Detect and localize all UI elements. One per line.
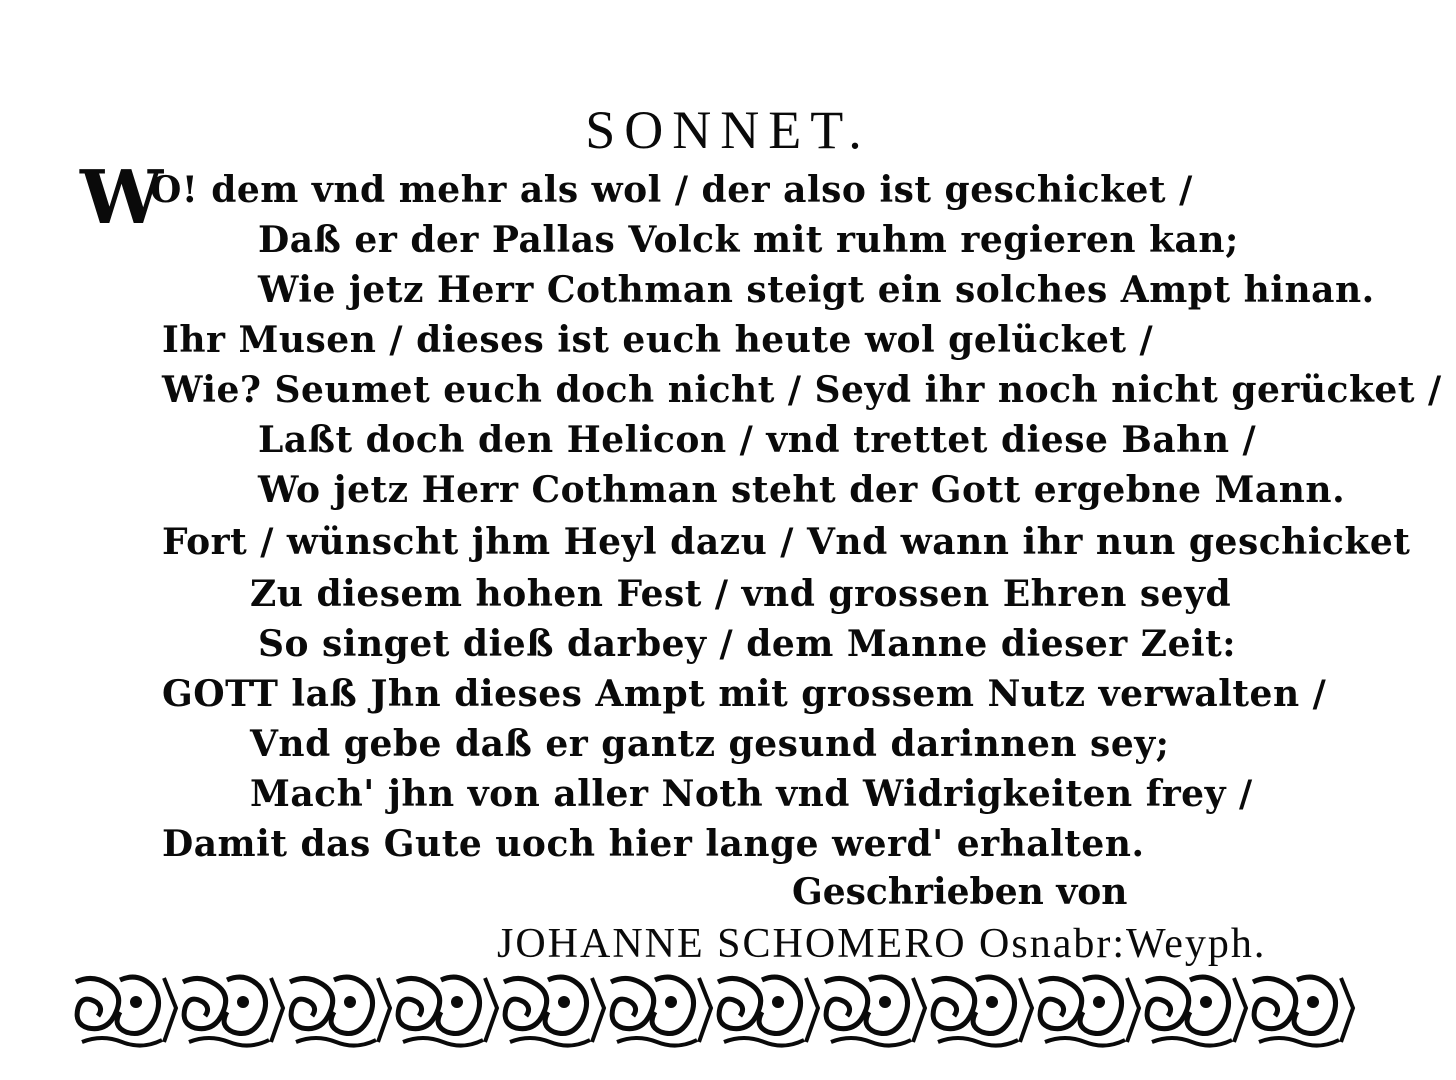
poem-line-10: So singet dieß darbey / dem Manne dieser Zeit: (258, 623, 1237, 665)
page-title: SONNET. (585, 100, 871, 160)
poem-line-5: Wie? Seumet euch doch nicht / Seyd ihr noch nicht gerücket / (162, 369, 1442, 411)
poem-line-12: Vnd gebe daß er gantz gesund darinnen sey; (250, 723, 1170, 765)
poem-line-11: GOTT laß Jhn dieses Ampt mit grossem Nutz verwalten / (162, 673, 1327, 715)
written-by-label: Geschrieben von (792, 871, 1128, 913)
poem-line-2: Daß er der Pallas Volck mit ruhm regieren kan; (258, 219, 1239, 261)
poem-line-13: Mach' jhn von aller Noth vnd Widrigkeiten frey / (250, 773, 1253, 815)
poem-line-4: Ihr Musen / dieses ist euch heute wol gelücket / (162, 319, 1154, 361)
poem-line-1: O! dem vnd mehr als wol / der also ist geschicket / (150, 169, 1193, 211)
poem-line-7: Wo jetz Herr Cothman steht der Gott ergebne Mann. (258, 469, 1346, 511)
ornamental-border (72, 972, 1364, 1048)
poem-line-8: Fort / wünscht jhm Heyl dazu / Vnd wann ihr nun geschicket (162, 521, 1411, 563)
poem-line-14: Damit das Gute uoch hier lange werd' erhalten. (162, 823, 1145, 865)
author-name: JOHANNE SCHOMERO Osnabr:Weyph. (497, 921, 1267, 967)
poem-line-3: Wie jetz Herr Cothman steigt ein solches Ampt hinan. (258, 269, 1375, 311)
drop-cap-initial: W (80, 155, 164, 241)
poem-line-9: Zu diesem hohen Fest / vnd grossen Ehren seyd (250, 573, 1232, 615)
poem-line-6: Laßt doch den Helicon / vnd trettet diese Bahn / (258, 419, 1257, 461)
